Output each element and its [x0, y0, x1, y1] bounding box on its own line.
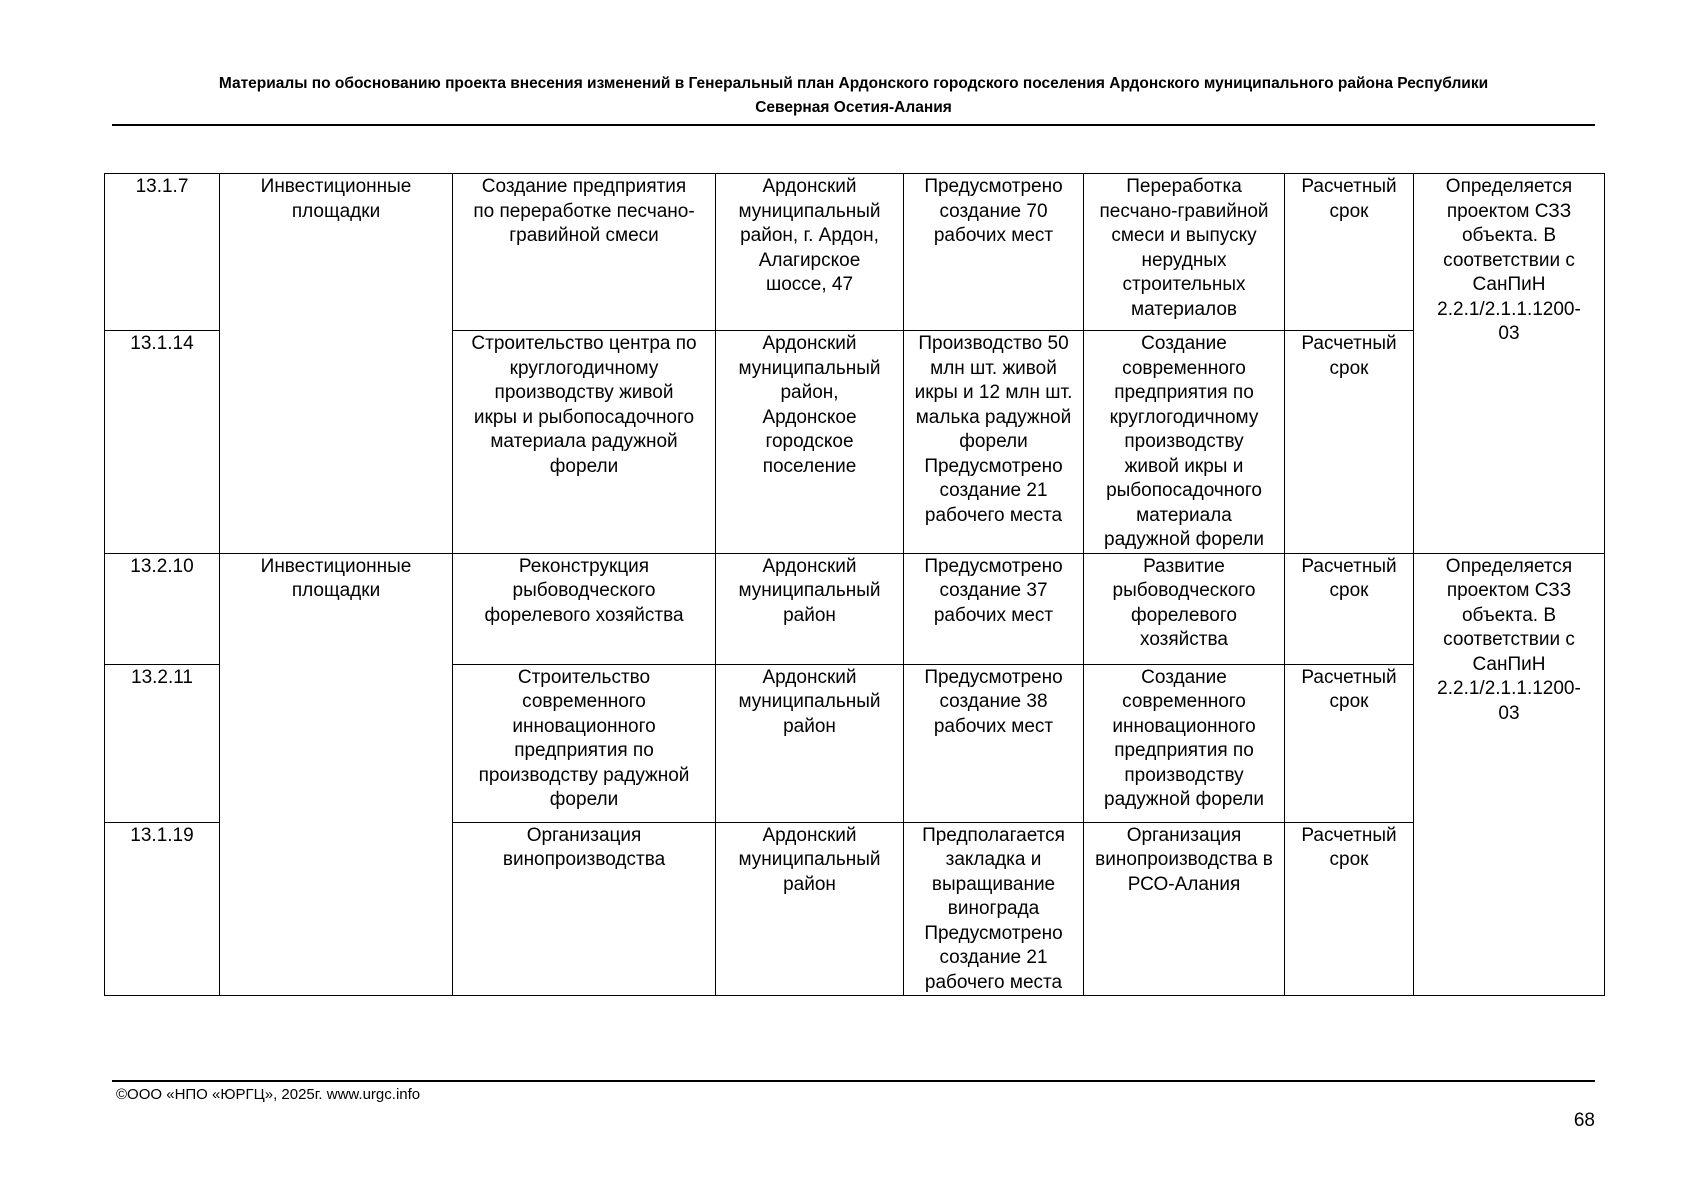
cell-name: Создание предприятия по переработке песчано- гравийной смеси [453, 174, 716, 331]
header-title-line-2: Северная Осетия-Алания [755, 99, 952, 116]
footer-copyright: ©ООО «НПО «ЮРГЦ», 2025г. www.urgc.info [116, 1086, 421, 1103]
cell-location: Ардонский муниципальный район [716, 553, 904, 664]
cell-term: Расчетный срок [1285, 822, 1414, 996]
cell-characteristics: Предусмотрено создание 70 рабочих мест [904, 174, 1084, 331]
cell-term: Расчетный срок [1285, 553, 1414, 664]
cell-purpose: Создание современного предприятия по круглогодичному производству живой икры и рыбопосадочного материала радужной форели [1084, 331, 1285, 554]
cell-term: Расчетный срок [1285, 331, 1414, 554]
cell-name: Строительство современного инновационного предприятия по производству радужной форели [453, 664, 716, 822]
cell-code: 13.1.14 [105, 331, 220, 554]
cell-location: Ардонский муниципальный район, г. Ардон, Алагирское шоссе, 47 [716, 174, 904, 331]
investment-sites-table [104, 173, 1605, 996]
cell-name: Реконструкция рыбоводческого форелевого хозяйства [453, 553, 716, 664]
cell-name: Организация винопроизводства [453, 822, 716, 996]
cell-code: 13.1.7 [105, 174, 220, 331]
cell-characteristics: Предусмотрено создание 38 рабочих мест [904, 664, 1084, 822]
cell-location: Ардонский муниципальный район [716, 822, 904, 996]
cell-characteristics: Предусмотрено создание 37 рабочих мест [904, 553, 1084, 664]
cell-term: Расчетный срок [1285, 664, 1414, 822]
cell-category: Инвестиционные площадки [220, 553, 453, 996]
cell-characteristics: Предполагается закладка и выращивание винограда Предусмотрено создание 21 рабочего места [904, 822, 1084, 996]
cell-term: Расчетный срок [1285, 174, 1414, 331]
cell-purpose: Развитие рыбоводческого форелевого хозяйства [1084, 553, 1285, 664]
page-number: 68 [1573, 1110, 1595, 1131]
cell-characteristics: Производство 50 млн шт. живой икры и 12 млн шт. малька радужной форели Предусмотрено создание 21 рабочего места [904, 331, 1084, 554]
header-divider [112, 124, 1595, 126]
cell-purpose: Организация винопроизводства в РСО-Алания [1084, 822, 1285, 996]
cell-purpose: Переработка песчано-гравийной смеси и выпуску нерудных строительных материалов [1084, 174, 1285, 331]
cell-location: Ардонский муниципальный район [716, 664, 904, 822]
cell-location: Ардонский муниципальный район, Ардонское городское поселение [716, 331, 904, 554]
cell-requirement: Определяется проектом СЗЗ объекта. В соответствии с СанПиН 2.2.1/2.1.1.1200- 03 [1414, 174, 1605, 554]
document-header [112, 72, 1595, 120]
table-row [105, 553, 1605, 664]
cell-requirement: Определяется проектом СЗЗ объекта. В соответствии с СанПиН 2.2.1/2.1.1.1200- 03 [1414, 553, 1605, 996]
footer-divider [112, 1080, 1595, 1082]
cell-category: Инвестиционные площадки [220, 174, 453, 554]
cell-code: 13.2.10 [105, 553, 220, 664]
table-row [105, 174, 1605, 331]
header-title-line-1: Материалы по обоснованию проекта внесения изменений в Генеральный план Ардонского городского поселения Ардонского муниципального района Республики [218, 75, 1489, 92]
cell-code: 13.2.11 [105, 664, 220, 822]
cell-name: Строительство центра по круглогодичному производству живой икры и рыбопосадочного материала радужной форели [453, 331, 716, 554]
cell-code: 13.1.19 [105, 822, 220, 996]
cell-purpose: Создание современного инновационного предприятия по производству радужной форели [1084, 664, 1285, 822]
